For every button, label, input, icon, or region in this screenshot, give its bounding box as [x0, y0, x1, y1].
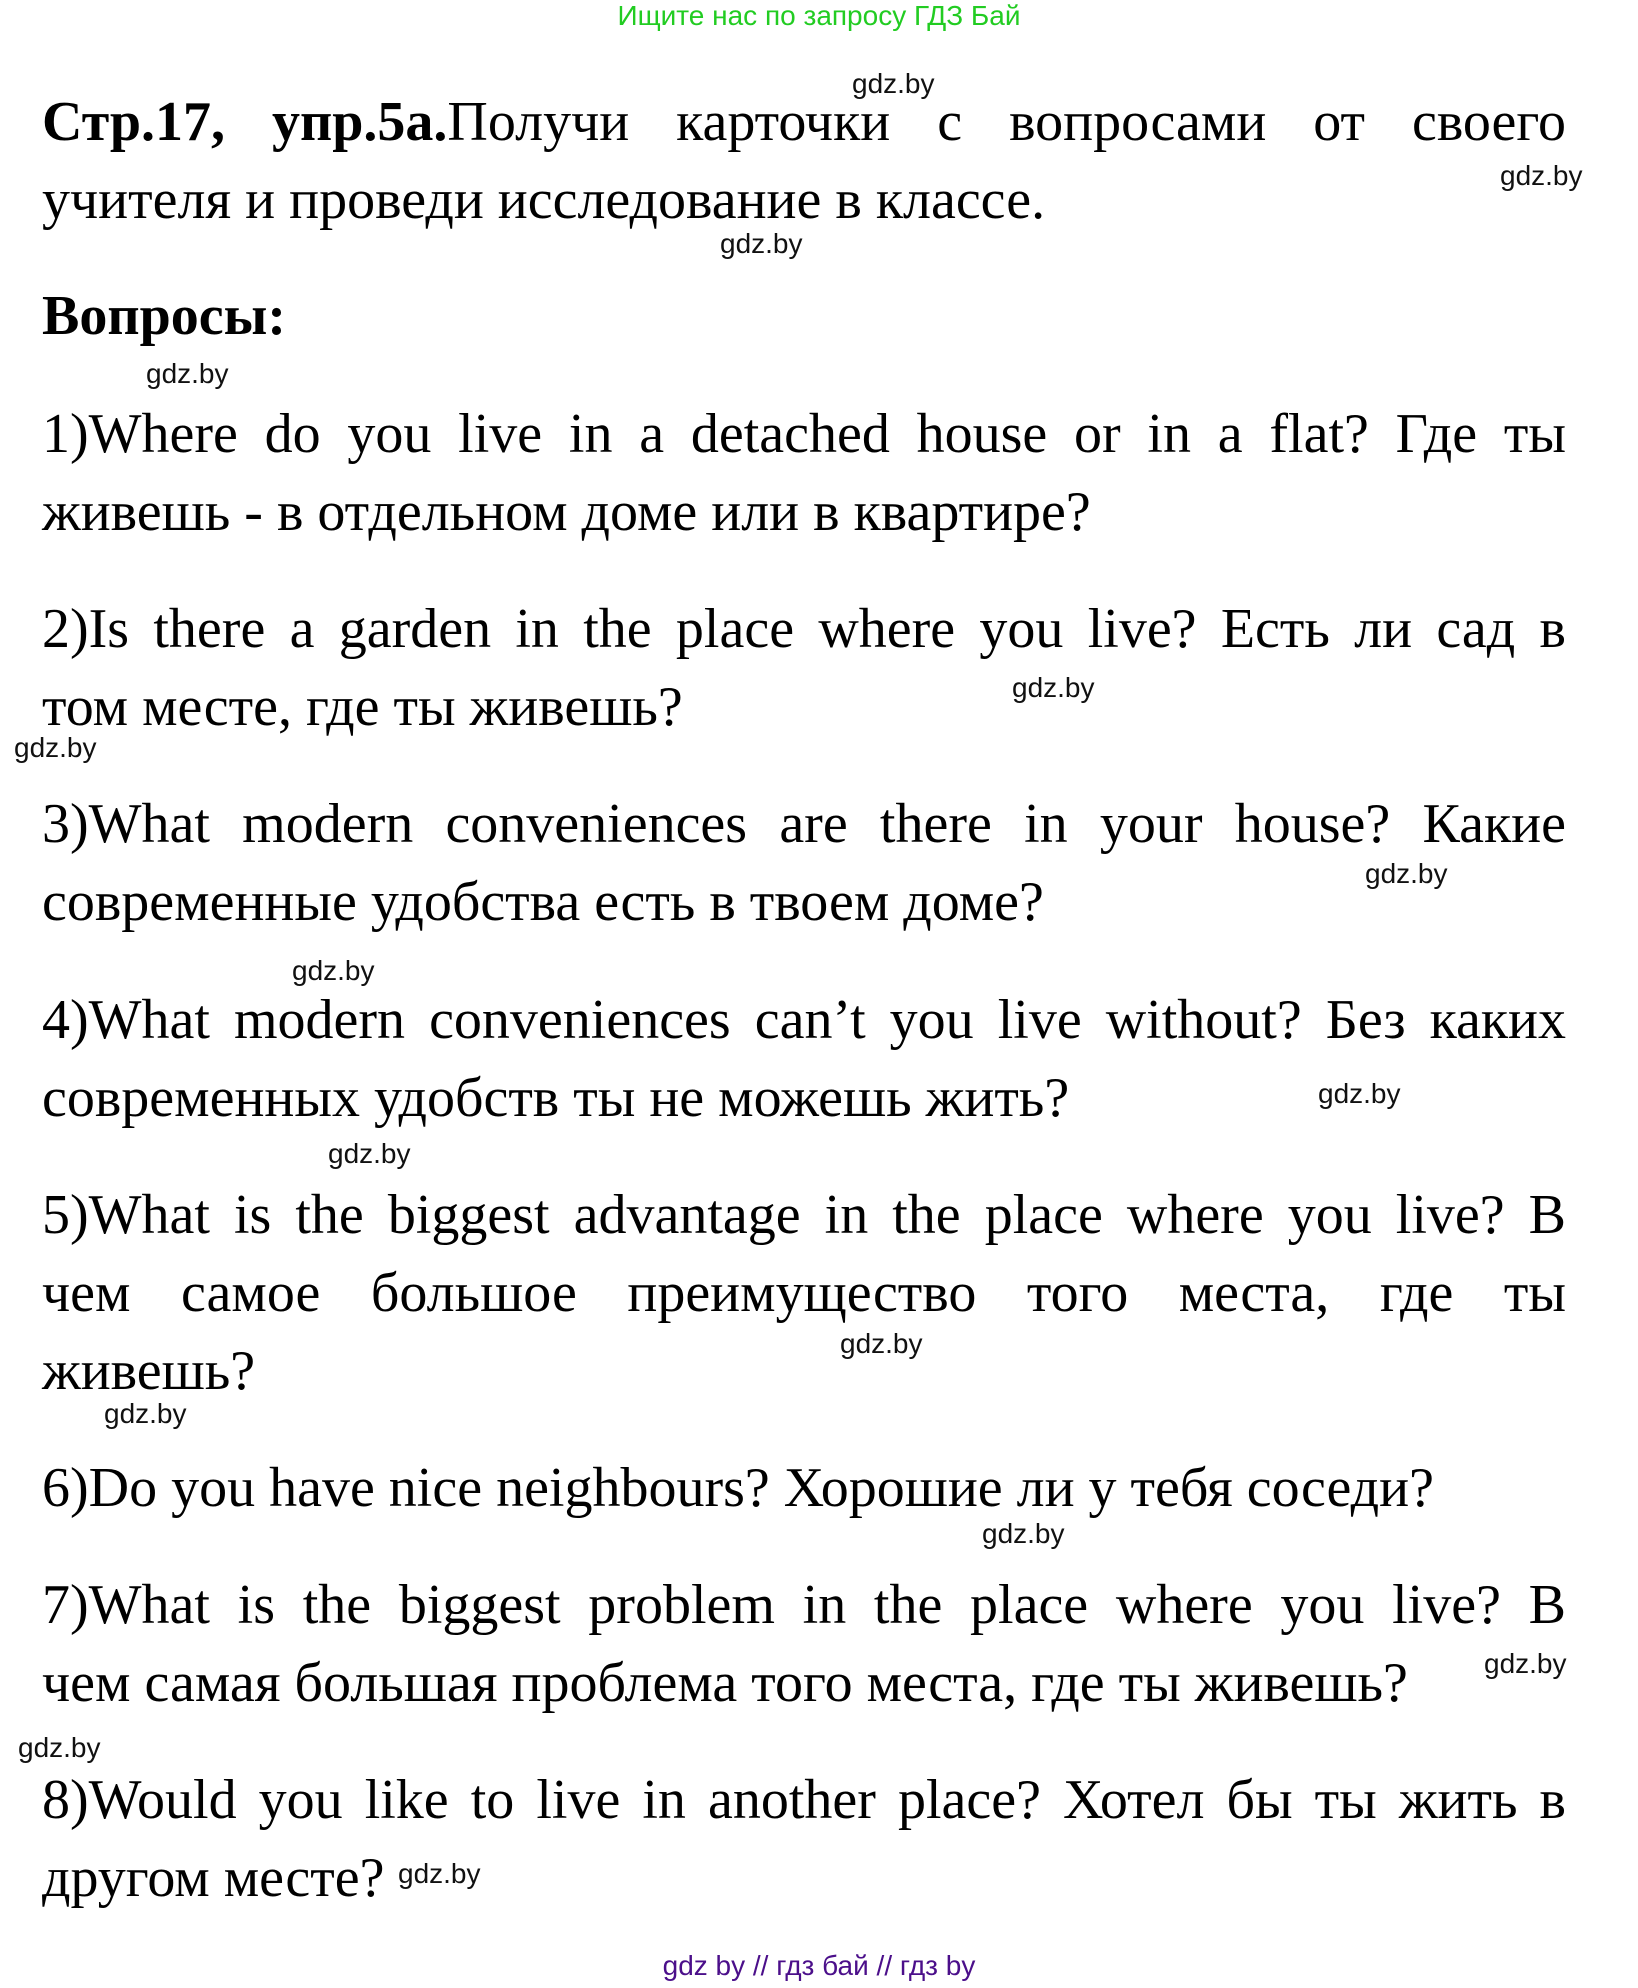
watermark: gdz.by	[1318, 1078, 1401, 1109]
question-3-line-1: 3)What modern conveniences are there in your house? Какие	[42, 793, 1566, 855]
top-banner: Ищите нас по запросу ГДЗ Бай	[617, 0, 1021, 31]
question-3-line-2: современные удобства есть в твоем доме?	[42, 871, 1044, 933]
question-2-line-2: том месте, где ты живешь?	[42, 676, 683, 738]
watermark: gdz.by	[720, 228, 803, 259]
exercise-heading-line-2: учителя и проведи исследование в классе.	[42, 169, 1046, 231]
watermark: gdz.by	[14, 732, 97, 763]
question-4-line-2: современных удобств ты не можешь жить?	[42, 1067, 1070, 1129]
watermark: gdz.by	[328, 1138, 411, 1169]
question-8-line-2: другом месте?	[42, 1847, 385, 1909]
watermark: gdz.by	[1365, 858, 1448, 889]
watermark: gdz.by	[1500, 160, 1583, 191]
watermark: gdz.by	[292, 955, 375, 986]
watermark: gdz.by	[18, 1732, 101, 1763]
watermark: gdz.by	[1484, 1648, 1567, 1679]
footer-links: gdz by // гдз бай // гдз by	[662, 1950, 976, 1981]
section-title: Вопросы:	[42, 285, 286, 347]
watermark: gdz.by	[398, 1858, 481, 1889]
watermark: gdz.by	[1012, 672, 1095, 703]
exercise-instruction: Получи карточки с вопросами от своего	[447, 91, 1566, 153]
question-1-line-2: живешь - в отдельном доме или в квартире?	[42, 481, 1091, 543]
exercise-reference: Стр.17, упр.5а.	[42, 91, 448, 153]
watermark: gdz.by	[840, 1328, 923, 1359]
question-2-line-1: 2)Is there a garden in the place where you live? Есть ли сад в	[42, 598, 1566, 660]
question-8-line-1: 8)Would you like to live in another place? Хотел бы ты жить в	[42, 1769, 1566, 1831]
question-5-line-3: живешь?	[42, 1340, 256, 1402]
watermark: gdz.by	[852, 68, 935, 99]
question-4-line-1: 4)What modern conveniences can’t you live without? Без каких	[42, 989, 1566, 1051]
question-6-line-1: 6)Do you have nice neighbours? Хорошие ли у тебя соседи?	[42, 1457, 1434, 1519]
watermark: gdz.by	[146, 358, 229, 389]
question-7-line-2: чем самая большая проблема того места, где ты живешь?	[42, 1652, 1408, 1714]
question-5-line-1: 5)What is the biggest advantage in the place where you live? В	[42, 1184, 1566, 1246]
exercise-heading-line-1	[42, 90, 1566, 154]
question-1-line-1: 1)Where do you live in a detached house or in a flat? Где ты	[42, 403, 1566, 465]
question-7-line-1: 7)What is the biggest problem in the place where you live? В	[42, 1574, 1566, 1636]
watermark: gdz.by	[104, 1398, 187, 1429]
question-5-line-2: чем самое большое преимущество того места, где ты	[42, 1262, 1566, 1324]
watermark: gdz.by	[982, 1518, 1065, 1549]
